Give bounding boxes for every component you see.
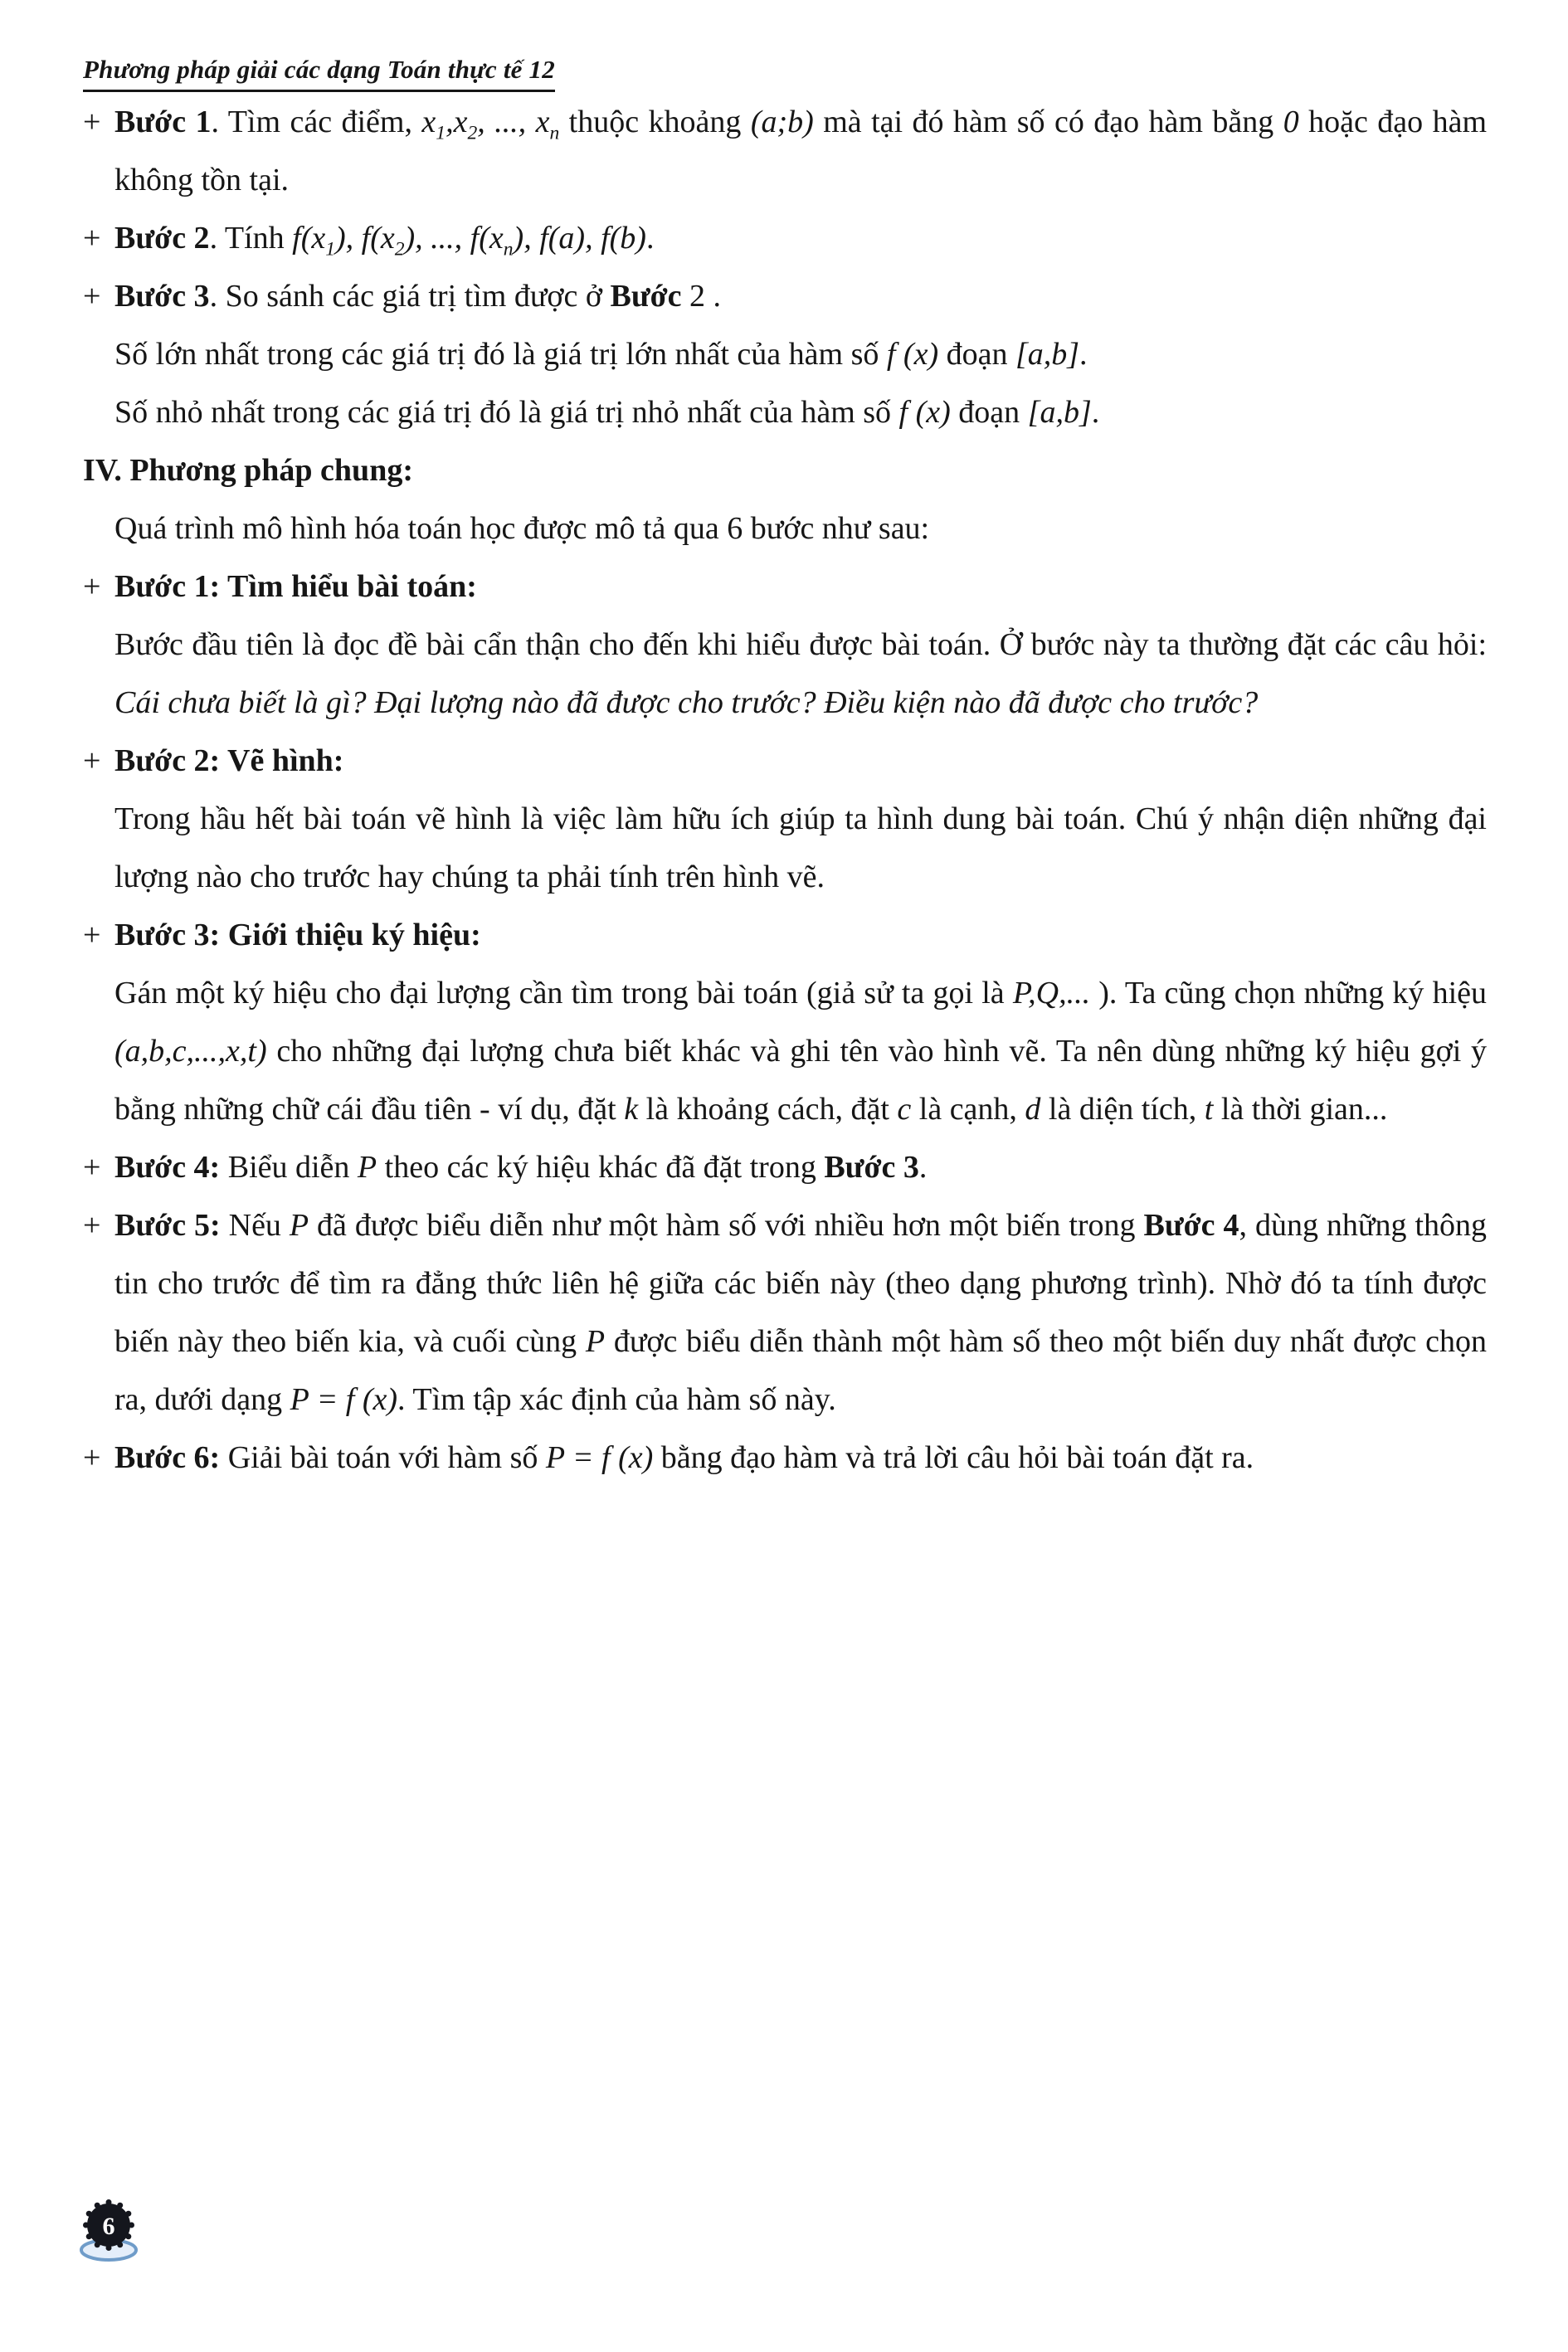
bullet-marker: + xyxy=(83,1440,101,1475)
text-segment: (a,b,c,...,x,t) xyxy=(114,1034,267,1069)
text-segment: [a,b] xyxy=(1027,395,1092,430)
text-segment: Bước xyxy=(610,279,682,314)
text-segment: 2 xyxy=(394,238,405,261)
text-segment: 0 xyxy=(1283,105,1299,139)
text-segment: , dùng những thông tin cho trước để tìm ra đẳng thức liên hệ giữa các biến này (theo dạng phương trình). Nhờ đó ta tính được biến này theo biến kia, và cuối cùng xyxy=(114,1208,1488,1359)
block-text xyxy=(114,267,1487,325)
text-segment: [a,b] xyxy=(1015,337,1080,372)
bullet-marker: + xyxy=(83,743,101,778)
text-segment: Gán một ký hiệu cho đại lượng cần tìm trong bài toán (giả sử ta gọi là xyxy=(114,976,1013,1010)
paragraph xyxy=(83,325,1487,383)
block-text xyxy=(114,325,1487,383)
block-text xyxy=(114,964,1487,1138)
page-number: 6 xyxy=(102,2213,115,2240)
list-item xyxy=(83,93,1487,209)
text-segment: theo các ký hiệu khác đã đặt trong xyxy=(377,1150,825,1185)
paragraph xyxy=(83,790,1487,906)
block-text xyxy=(114,906,1487,964)
text-segment: Bước 2 xyxy=(114,221,210,256)
page-number-badge xyxy=(76,2197,143,2267)
text-segment: Bước 1: Tìm hiểu bài toán: xyxy=(114,569,477,604)
bullet-marker: + xyxy=(83,105,101,139)
text-segment: 1 xyxy=(436,122,446,144)
list-item xyxy=(83,558,1487,616)
text-segment: . So sánh các giá trị tìm được ở xyxy=(209,279,611,314)
indent-spacer xyxy=(83,383,114,441)
text-segment: . Tìm tập xác định của hàm số này. xyxy=(397,1382,836,1417)
block-text xyxy=(83,441,1487,499)
text-segment: P xyxy=(289,1208,309,1243)
text-segment: Số nhỏ nhất trong các giá trị đó là giá trị nhỏ nhất của hàm số xyxy=(114,395,899,430)
text-segment: k xyxy=(624,1092,639,1127)
indent-spacer xyxy=(83,790,114,906)
text-segment: Bước 4 xyxy=(1143,1208,1239,1243)
text-segment: Bước 5: xyxy=(114,1208,221,1243)
block-text xyxy=(114,209,1487,267)
text-segment: là cạnh, xyxy=(911,1092,1025,1127)
text-segment: f (x) xyxy=(898,395,951,430)
paragraph xyxy=(83,964,1487,1138)
paragraph xyxy=(83,499,1487,558)
indent-spacer xyxy=(83,499,114,558)
text-segment: c xyxy=(897,1092,912,1127)
text-segment: Nếu xyxy=(220,1208,290,1243)
list-item xyxy=(83,732,1487,790)
block-text xyxy=(114,1138,1487,1196)
text-segment: n xyxy=(503,238,514,261)
text-segment: Bước đầu tiên là đọc đề bài cẩn thận cho đến khi hiểu được bài toán. Ở bước này ta thường đặt các câu hỏi: xyxy=(114,627,1487,662)
text-segment: đã được biểu diễn như một hàm số với nhiều hơn một biến trong xyxy=(309,1208,1144,1243)
text-segment: thuộc khoảng xyxy=(559,105,751,139)
text-segment: . Tìm các điểm, xyxy=(211,105,422,139)
text-segment: là thời gian... xyxy=(1213,1092,1388,1127)
text-segment: mà tại đó hàm số có đạo hàm bằng xyxy=(813,105,1283,139)
text-segment: đoạn xyxy=(938,337,1015,372)
text-segment: được biểu diễn thành một hàm số theo một biến duy nhất được chọn ra, dưới dạng xyxy=(114,1324,1487,1417)
text-segment: Bước 3: Giới thiệu ký hiệu: xyxy=(114,918,481,952)
text-segment: x xyxy=(421,105,436,139)
text-segment: Bước 3 xyxy=(824,1150,919,1185)
text-segment: . xyxy=(918,1150,928,1185)
text-segment: Số lớn nhất trong các giá trị đó là giá trị lớn nhất của hàm số xyxy=(114,337,887,372)
text-segment: n xyxy=(549,122,560,144)
text-segment: 1 xyxy=(325,238,336,261)
indent-spacer xyxy=(83,325,114,383)
text-segment: Bước 3 xyxy=(114,279,210,314)
text-segment: Trong hầu hết bài toán vẽ hình là việc làm hữu ích giúp ta hình dung bài toán. Chú ý nhận diện những đại lượng nào cho trước hay chúng ta phải tính trên hình vẽ. xyxy=(114,801,1487,894)
page-badge-graphic xyxy=(76,2197,143,2267)
list-item xyxy=(83,1429,1487,1487)
list-item xyxy=(83,1196,1487,1429)
text-segment: . xyxy=(645,221,655,256)
list-item xyxy=(83,267,1487,325)
text-segment: Cái chưa biết là gì? Đại lượng nào đã được cho trước? Điều kiện nào đã được cho trước? xyxy=(114,685,1259,720)
text-segment: d xyxy=(1025,1092,1041,1127)
text-segment: Quá trình mô hình hóa toán học được mô tả qua 6 bước như sau: xyxy=(114,511,930,546)
text-segment: , ..., xyxy=(477,105,536,139)
page-header xyxy=(83,55,555,92)
text-segment: Bước 1 xyxy=(114,105,212,139)
text-segment: P xyxy=(357,1150,377,1185)
text-segment: P = f (x) xyxy=(290,1382,398,1417)
text-segment: bằng đạo hàm và trả lời câu hỏi bài toán đặt ra. xyxy=(653,1440,1254,1475)
text-segment: Bước 4: xyxy=(114,1150,221,1185)
text-segment: . xyxy=(1079,337,1088,372)
text-segment: Bước 2: Vẽ hình: xyxy=(114,743,344,778)
text-segment: đoạn xyxy=(950,395,1028,430)
block-text xyxy=(114,499,1487,558)
text-segment: . Tính xyxy=(209,221,293,256)
section-heading xyxy=(83,441,1487,499)
text-segment: 2 . xyxy=(681,279,722,314)
text-segment: 2 xyxy=(467,122,478,144)
bullet-marker: + xyxy=(83,918,101,952)
bullet-marker: + xyxy=(83,279,101,314)
text-segment: ), f(a), f(b) xyxy=(513,221,646,256)
text-segment: x xyxy=(453,105,468,139)
block-text xyxy=(114,558,1487,616)
paragraph xyxy=(83,383,1487,441)
text-segment: ), f(x xyxy=(335,221,395,256)
text-segment: ). Ta cũng chọn những ký hiệu xyxy=(1090,976,1487,1010)
text-segment: ), ..., f(x xyxy=(404,221,504,256)
block-text xyxy=(114,790,1487,906)
text-segment: , xyxy=(446,105,454,139)
text-segment: P = f (x) xyxy=(545,1440,654,1475)
text-segment: là khoảng cách, đặt xyxy=(638,1092,898,1127)
running-title: Phương pháp giải các dạng Toán thực tế 12 xyxy=(83,55,555,92)
indent-spacer xyxy=(83,964,114,1138)
bullet-marker: + xyxy=(83,569,101,604)
list-item xyxy=(83,209,1487,267)
indent-spacer xyxy=(83,616,114,732)
text-segment: f(x xyxy=(292,221,326,256)
block-text xyxy=(114,616,1487,732)
text-segment: IV. Phương pháp chung: xyxy=(83,453,413,488)
block-text xyxy=(114,732,1487,790)
block-text xyxy=(114,93,1487,209)
list-item xyxy=(83,1138,1487,1196)
document-content xyxy=(83,93,1487,1487)
bullet-marker: + xyxy=(83,221,101,256)
text-segment: f (x) xyxy=(886,337,939,372)
text-segment: t xyxy=(1204,1092,1214,1127)
text-segment: P xyxy=(585,1324,606,1359)
block-text xyxy=(114,1196,1487,1429)
text-segment: là diện tích, xyxy=(1040,1092,1205,1127)
bullet-marker: + xyxy=(83,1208,101,1243)
list-item xyxy=(83,906,1487,964)
paragraph xyxy=(83,616,1487,732)
text-segment: x xyxy=(535,105,550,139)
text-segment: cho những đại lượng chưa biết khác và ghi tên vào hình vẽ. Ta nên dùng những ký hiệu gợi ý bằng những chữ cái đầu tiên - ví dụ, đặt xyxy=(114,1034,1487,1127)
text-segment: Giải bài toán với hàm số xyxy=(220,1440,546,1475)
text-segment: hoặc đạo hàm không tồn tại. xyxy=(114,105,1488,197)
text-segment: Biểu diễn xyxy=(220,1150,358,1185)
text-segment: . xyxy=(1091,395,1100,430)
bullet-marker: + xyxy=(83,1150,101,1185)
block-text xyxy=(114,383,1487,441)
text-segment: Bước 6: xyxy=(114,1440,221,1475)
text-segment: (a;b) xyxy=(750,105,814,139)
text-segment: P,Q,... xyxy=(1012,976,1091,1010)
block-text xyxy=(114,1429,1487,1487)
